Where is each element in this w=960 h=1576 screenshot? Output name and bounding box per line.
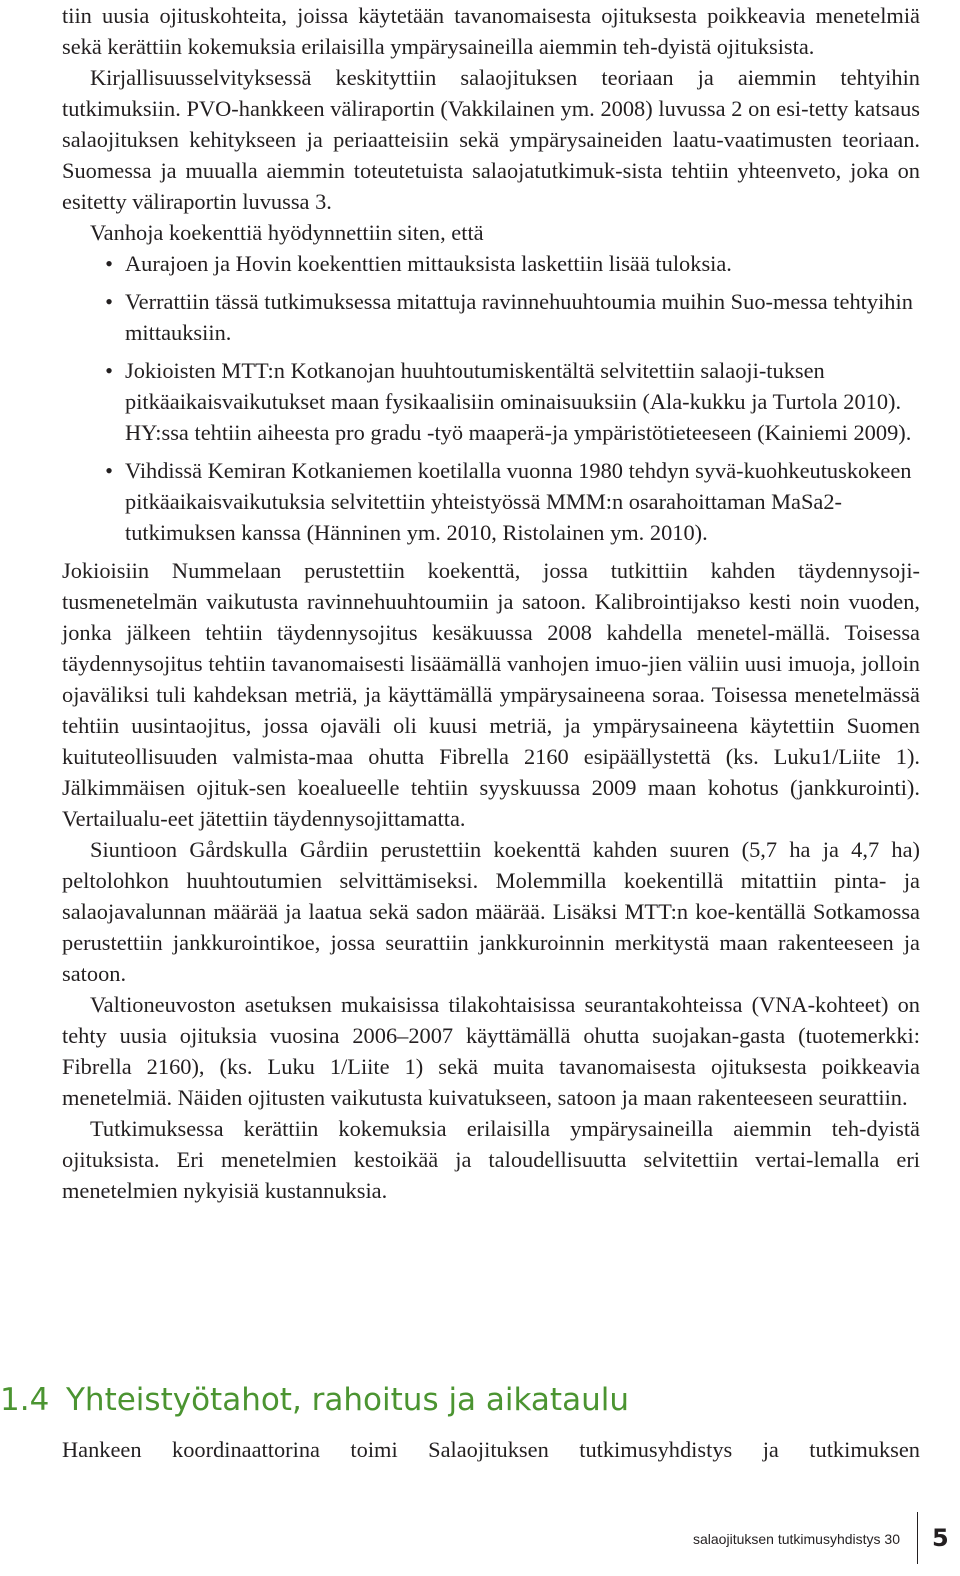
bullet-icon: • — [105, 358, 113, 383]
list-item-text: Verrattiin tässä tutkimuksessa mitattuja ravinnehuuhtoumia muihin Suo-messa tehtyihin mittauksiin. — [125, 289, 913, 345]
nummela-paragraph: Jokioisiin Nummelaan perustettiin koekenttä, jossa tutkittiin kahden täydennysoji-tusmenetelmän vaikutusta ravinnehuuhtoumiin ja satoon. Kalibrointijakso kesti noin vuoden, jonka jälkeen tehtiin täydennysojitus kesäkuussa 2008 kahdella menetel-mällä. Toisessa täydennysojitus tehtiin tavanomaisesti lisäämällä vanhojen imuo-jien väliin uusi imuoja, jolloin ojaväliksi tuli kahdeksan metriä, ja käyttämällä ympärysaineena soraa. Toisessa menetelmässä tehtiin uusintaojitus, jossa ojaväli oli kuusi metriä, ja ympärysaineena käytettiin Suomen kuituteollisuuden valmista-maa ohutta Fibrella 2160 esipäällystettä (ks. Luku1/Liite 1). Jälkimmäisen ojituk-sen koealueelle tehtiin syyskuussa 2009 maan kohotus (jankkurointi). Vertailualu-eet jätettiin täydennysojittamatta. — [62, 558, 920, 831]
page-body — [62, 0, 920, 1206]
page-number: 5 — [932, 1524, 949, 1552]
list-item-text: Jokioisten MTT:n Kotkanojan huuhtoutumiskentältä selvitettiin salaoji-tuksen pitkäaikaisvaikutukset maan fysikaalisiin ominaisuuksiin (Ala-kukku ja Turtola 2010). HY:ssa tehtiin aiheesta pro gradu -työ maaperä-ja ympäristötieteeseen (Kainiemi 2009). — [125, 358, 912, 445]
section-number: 1.4 — [0, 1382, 50, 1418]
experience-paragraph: Tutkimuksessa kerättiin kokemuksia erilaisilla ympärysaineilla aiemmin teh-dyistä ojituksista. Eri menetelmien kestoikää ja taloudellisuutta selvitettiin vertai-lemalla eri menetelmien nykyisiä kustannuksia. — [62, 1116, 920, 1203]
section-first-line: Hankeen koordinaattorina toimi Salaojituksen tutkimusyhdistys ja tutkimuksen — [62, 1437, 920, 1462]
list-item-text: Aurajoen ja Hovin koekenttien mittauksista laskettiin lisää tuloksia. — [125, 251, 732, 276]
list-item — [62, 355, 920, 448]
bullet-icon: • — [105, 458, 113, 483]
list-item — [62, 286, 920, 348]
vna-paragraph: Valtioneuvoston asetuksen mukaisissa tilakohtaisissa seurantakohteissa (VNA-kohteet) on tehty uusia ojituksia vuosina 2006–2007 käyttämällä ohutta suojakan-gasta (tuotemerkki: Fibrella 2160), (ks. Luku 1/Liite 1) sekä muita tavanomaisesta ojituksesta poikkeavia menetelmiä. Näiden ojitusten vaikutusta kuivatukseen, satoon ja maan rakenteeseen seurattiin. — [62, 992, 920, 1110]
list-item — [62, 248, 920, 279]
footer-divider — [917, 1512, 918, 1564]
section-title: Yhteistyötahot, rahoitus ja aikataulu — [66, 1382, 629, 1418]
section-heading — [0, 1380, 960, 1420]
gardskulla-paragraph: Siuntioon Gårdskulla Gårdiin perustettiin koekenttä kahden suuren (5,7 ha ja 4,7 ha) peltolohkon huuhtoutumien selvittämiseksi. Molemmilla koekentillä mitattiin pinta- ja salaojavalunnan määrää ja laatua sekä sadon määrää. Lisäksi MTT:n koe-kentällä Sotkamossa perustettiin jankkurointikoe, jossa seurattiin jankkuroinnin merkitystä maan rakenteeseen ja satoon. — [62, 837, 920, 986]
old-fields-list — [62, 248, 920, 548]
literature-paragraph: Kirjallisuusselvityksessä keskityttiin salaojituksen teoriaan ja aiemmin tehtyihin tutkimuksiin. PVO-hankkeen väliraportin (Vakkilainen ym. 2008) luvussa 2 on esi-tetty katsaus salaojituksen kehitykseen ja periaatteisiin sekä ympärysaineiden laatu-vaatimusten teoriaan. Suomessa ja muualla aiemmin toteutetuista salaojatutkimuk-sista tehtiin yhteenveto, joka on esitetty väliraportin luvussa 3. — [62, 65, 920, 214]
footer-publisher: salaojituksen tutkimusyhdistys 30 — [693, 1531, 900, 1547]
intro-paragraph: tiin uusia ojituskohteita, joissa käytetään tavanomaisesta ojituksesta poikkeavia menetelmiä sekä kerättiin kokemuksia erilaisilla ympärysaineilla aiemmin teh-dyistä ojituksista. — [62, 3, 920, 59]
list-item-text: Vihdissä Kemiran Kotkaniemen koetilalla vuonna 1980 tehdyn syvä-kuohkeutuskokeen pitkäaikaisvaikutuksia selvitettiin yhteistyössä MMM:n osarahoittaman MaSa2- tutkimuksen kanssa (Hänninen ym. 2010, Ristolainen ym. 2010). — [125, 458, 912, 545]
old-fields-intro: Vanhoja koekenttiä hyödynnettiin siten, että — [90, 220, 484, 245]
list-item — [62, 455, 920, 548]
bullet-icon: • — [105, 251, 113, 276]
bullet-icon: • — [105, 289, 113, 314]
